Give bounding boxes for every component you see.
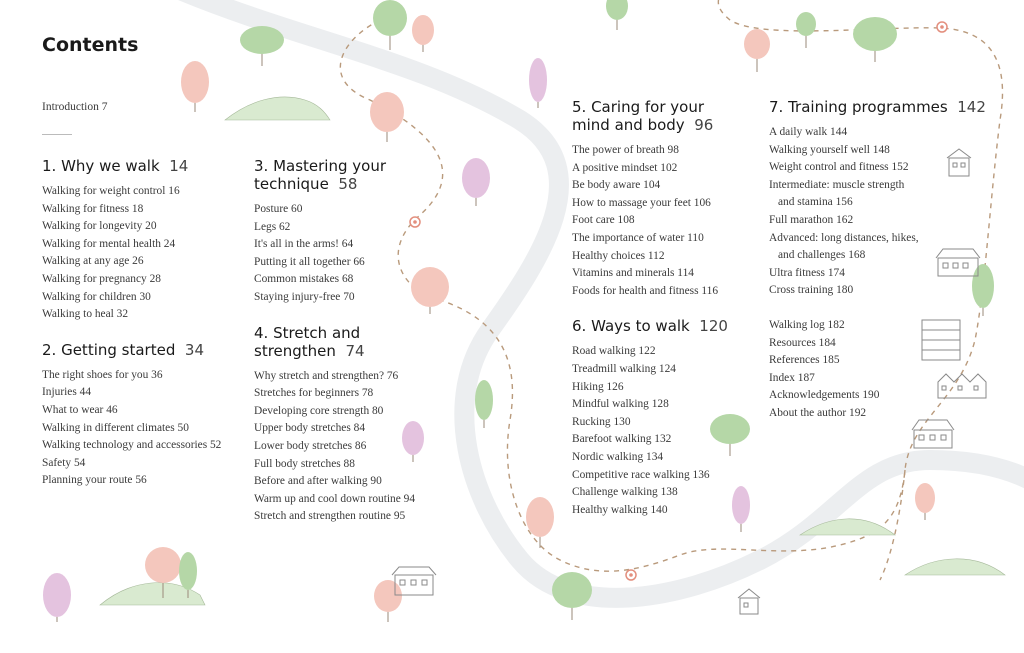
toc-entry: Walking log 182 <box>769 318 845 331</box>
toc-entry: Foods for health and fitness 116 <box>572 284 719 297</box>
section-why-we-walk <box>42 157 221 324</box>
toc-entry: About the author 192 <box>769 406 867 419</box>
toc-entry: Road walking 122 <box>572 345 656 358</box>
toc-entry: Putting it all together 66 <box>254 255 365 268</box>
entry-list <box>254 368 415 526</box>
section-getting-started <box>42 341 221 490</box>
toc-entry: The importance of water 110 <box>572 231 704 244</box>
toc-entry: Full marathon 162 <box>769 213 854 226</box>
toc-entry: Resources 184 <box>769 336 836 349</box>
toc-entry: and challenges 168 <box>778 249 866 262</box>
section-mastering-technique <box>254 157 415 307</box>
toc-entry: Weight control and fitness 152 <box>769 161 909 174</box>
tree-pink-icon <box>915 483 935 520</box>
toc-entry: Acknowledgements 190 <box>769 389 880 402</box>
tree-green-icon <box>475 380 493 428</box>
toc-entry: Stretch and strengthen routine 95 <box>254 510 406 523</box>
house-icon <box>912 420 954 448</box>
entry-list <box>572 142 728 300</box>
toc-entry: References 185 <box>769 354 840 367</box>
tree-green-icon <box>853 17 897 62</box>
toc-entry: Developing core strength 80 <box>254 404 384 417</box>
introduction-entry: Introduction 7 <box>42 101 108 113</box>
section-caring-mind-body <box>572 98 728 300</box>
toc-entry: Nordic walking 134 <box>572 450 664 463</box>
toc-entry: Walking yourself well 148 <box>769 143 890 156</box>
tree-purple-icon <box>529 58 547 108</box>
toc-entry: Ultra fitness 174 <box>769 266 845 279</box>
tree-green-icon <box>552 572 592 620</box>
toc-entry: Safety 54 <box>42 456 86 469</box>
tree-pink-icon <box>370 92 404 142</box>
tree-green-icon <box>373 0 407 50</box>
toc-entry: Cross training 180 <box>769 284 854 297</box>
page-title: Contents <box>42 34 139 56</box>
toc-entry: and stamina 156 <box>778 196 853 209</box>
toc-entry: Intermediate: muscle strength <box>769 178 905 191</box>
toc-entry: Rucking 130 <box>572 415 631 428</box>
tree-purple-icon <box>732 486 750 532</box>
toc-entry: Walking technology and accessories 52 <box>42 439 222 452</box>
toc-entry: Mindful walking 128 <box>572 398 669 411</box>
tree-pink-icon <box>744 29 770 72</box>
toc-entry: Walking for longevity 20 <box>42 220 157 233</box>
backmatter-list <box>769 317 986 423</box>
toc-entry: Healthy walking 140 <box>572 503 668 516</box>
toc-entry: Advanced: long distances, hikes, <box>769 231 919 244</box>
contents-column-1 <box>42 157 221 490</box>
divider <box>42 134 72 135</box>
tree-green-icon <box>240 26 284 66</box>
tree-green-icon <box>796 12 816 48</box>
toc-entry: Walking for children 30 <box>42 290 151 303</box>
toc-entry: Walking in different climates 50 <box>42 421 189 434</box>
section-heading: 3. Mastering your technique 58 <box>254 157 386 193</box>
toc-entry: Hiking 126 <box>572 380 624 393</box>
toc-entry: Barefoot walking 132 <box>572 433 672 446</box>
entry-list <box>572 343 728 519</box>
toc-entry: Injuries 44 <box>42 386 92 399</box>
section-training-programmes <box>769 98 986 300</box>
tree-pink-icon <box>181 61 209 112</box>
toc-entry: Treadmill walking 124 <box>572 362 676 375</box>
toc-entry: Before and after walking 90 <box>254 475 382 488</box>
section-heading: 6. Ways to walk 120 <box>572 317 728 336</box>
toc-entry: Why stretch and strengthen? 76 <box>254 369 399 382</box>
toc-entry: Lower body stretches 86 <box>254 439 367 452</box>
toc-entry: Foot care 108 <box>572 214 635 227</box>
toc-entry: Legs 62 <box>254 220 291 233</box>
toc-entry: Staying injury-free 70 <box>254 290 355 303</box>
entry-list <box>254 201 415 307</box>
toc-entry: Walking at any age 26 <box>42 255 144 268</box>
toc-entry: A daily walk 144 <box>769 126 848 138</box>
toc-entry: Planning your route 56 <box>42 474 147 487</box>
entry-list <box>769 124 986 300</box>
entry-list <box>42 183 221 324</box>
toc-entry: Walking for mental health 24 <box>42 237 176 250</box>
tree-pink-icon <box>374 580 402 622</box>
contents-column-2 <box>254 157 415 526</box>
toc-entry: The right shoes for you 36 <box>42 368 163 381</box>
contents-column-3 <box>572 98 728 519</box>
toc-entry: Walking for weight control 16 <box>42 185 180 197</box>
house-icon <box>738 589 760 614</box>
section-ways-to-walk <box>572 317 728 519</box>
toc-entry: Full body stretches 88 <box>254 457 355 470</box>
tree-pink-icon <box>526 497 554 548</box>
toc-entry: Walking for pregnancy 28 <box>42 272 161 285</box>
toc-entry: Walking for fitness 18 <box>42 202 144 215</box>
toc-entry: Healthy choices 112 <box>572 249 665 262</box>
tree-pink-icon <box>412 15 434 52</box>
tree-purple-icon <box>462 158 490 206</box>
section-heading: 7. Training programmes 142 <box>769 98 986 116</box>
section-heading: 5. Caring for your mind and body 96 <box>572 98 714 134</box>
contents-column-4 <box>769 98 986 423</box>
toc-entry: Warm up and cool down routine 94 <box>254 492 416 505</box>
toc-entry: Vitamins and minerals 114 <box>572 267 694 280</box>
toc-entry: Challenge walking 138 <box>572 486 678 499</box>
section-heading: 1. Why we walk 14 <box>42 157 189 175</box>
toc-entry: Be body aware 104 <box>572 179 661 192</box>
tree-green-icon <box>606 0 628 30</box>
toc-entry: What to wear 46 <box>42 403 118 416</box>
entry-list <box>42 367 221 490</box>
section-heading: 4. Stretch and strengthen 74 <box>254 323 365 360</box>
toc-entry: Walking to heal 32 <box>42 308 129 321</box>
section-stretch-strengthen <box>254 324 415 526</box>
toc-entry: The power of breath 98 <box>572 144 679 156</box>
section-heading: 2. Getting started 34 <box>42 340 204 359</box>
toc-entry: It's all in the arms! 64 <box>254 238 354 251</box>
toc-entry: Posture 60 <box>254 203 303 215</box>
toc-entry: Common mistakes 68 <box>254 273 354 286</box>
toc-entry: How to massage your feet 106 <box>572 196 711 209</box>
tree-pink-icon <box>411 267 449 314</box>
toc-entry: A positive mindset 102 <box>572 161 678 174</box>
toc-entry: Stretches for beginners 78 <box>254 387 374 400</box>
toc-entry: Competitive race walking 136 <box>572 468 710 481</box>
tree-purple-icon <box>43 573 71 622</box>
toc-entry: Index 187 <box>769 371 815 384</box>
toc-entry: Upper body stretches 84 <box>254 422 366 435</box>
